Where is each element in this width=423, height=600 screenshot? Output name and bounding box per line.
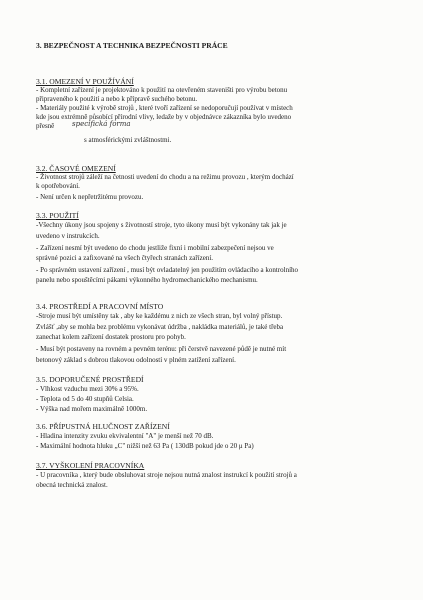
section-heading-3-1: 3.1. OMEZENÍ V POUŽÍVÁNÍ bbox=[36, 77, 134, 86]
paragraph-line: -Stroje musí být umístěny tak , aby ke každému z nich ze všech stran, byl volný přístup. bbox=[36, 312, 283, 320]
paragraph-line: k opotřebování. bbox=[36, 182, 80, 190]
paragraph-line: kde jsou extrémně působící přírodní vlivy, ledaže by v objednávce zákazníka bylo uvedeno bbox=[36, 113, 292, 121]
section-heading-3-4: 3.4. PROSTŘEDÍ A PRACOVNÍ MÍSTO bbox=[36, 302, 164, 311]
paragraph-line: s atmosférickými zvláštnostmi. bbox=[84, 136, 172, 144]
paragraph-line: připraveného k použití a nebo k přípravě suchého betonu. bbox=[36, 95, 198, 103]
paragraph-line: - Není určen k nepřetržitému provozu. bbox=[36, 193, 144, 201]
section-heading-3-3: 3.3. POUŽITÍ bbox=[36, 211, 79, 220]
paragraph-line: správné pozici a zafixované na všech čtyřech stranách zařízení. bbox=[36, 254, 214, 262]
paragraph-line: panelu nebo spouštěcími pákami výkonného hydromechanického mechanismu. bbox=[36, 276, 258, 284]
section-heading-3-2: 3.2. ČASOVÉ OMEZENÍ bbox=[36, 164, 116, 173]
paragraph-line: - U pracovníka , který bude obsluhovat stroje nejsou nutná znalost instrukcí k použití strojů a bbox=[36, 471, 297, 479]
paragraph-line: - Materiály použité k výrobě strojů , které tvoří zařízení se nedoporučují používat v místech bbox=[36, 104, 293, 112]
paragraph-line: - Musí být postaveny na rovném a pevném terénu: při čerstvě navezené půdě je nutné mít bbox=[36, 345, 287, 353]
paragraph-line: - Zařízení nesmí být uvedeno do chodu jestliže fixní i mobilní zabezpečení nejsou ve bbox=[36, 244, 274, 252]
paragraph-line: - Vlhkost vzduchu mezi 30% a 95%. bbox=[36, 385, 139, 393]
paragraph-line: - Po správném ustavení zařízení , musí být ovladatelný jen použitím ovládacího a kontrolního bbox=[36, 266, 299, 274]
paragraph-line: -Všechny úkony jsou spojeny s životností stroje, tyto úkony musí být vykonány tak jak je bbox=[36, 221, 287, 229]
paragraph-line: betonový základ s dobrou tlakovou odolností v plném zatížení zařízení. bbox=[36, 356, 236, 364]
section-heading-3-6: 3.6. PŘÍPUSTNÁ HLUČNOST ZAŘÍZENÍ bbox=[36, 422, 170, 431]
section-heading-3-7: 3.7. VYŠKOLENÍ PRACOVNÍKA bbox=[36, 461, 145, 470]
paragraph-line: zanechat kolem zařízení dostatek prostoru pro pohyb. bbox=[36, 333, 186, 341]
document-title: 3. BEZPEČNOST A TECHNIKA BEZPEČNOSTI PRÁCE bbox=[36, 41, 228, 50]
paragraph-line: obecná technická znalost. bbox=[36, 481, 108, 489]
paragraph-line: - Kompletní zařízení je projektováno k použití na otevřeném staveništi pro výrobu betonu bbox=[36, 86, 288, 94]
paragraph-line: přesně bbox=[36, 122, 55, 130]
paragraph-line: - Teplota od 5 do 40 stupňů Celsia. bbox=[36, 395, 134, 403]
paragraph-line: - Výška nad mořem maximálně 1000m. bbox=[36, 405, 148, 413]
paragraph-line: Zvlášť ,aby se mohla bez problému vykonávat údržba , nakládka materiálů, je také třeba bbox=[36, 323, 284, 331]
paragraph-line: - Hladina intenzity zvuku ekvivalentní "A" je menší než 70 dB. bbox=[36, 432, 214, 440]
handwritten-annotation: specifická forma bbox=[72, 120, 131, 128]
paragraph-line: - Životnost strojů záleží na četnosti uvedení do chodu a na režimu provozu , kterým dochází bbox=[36, 173, 294, 181]
paragraph-line: - Maximální hodnota hluku „C" nižší než 63 Pa ( 130dB pokud jde o 20 μ Pa) bbox=[36, 442, 254, 450]
section-heading-3-5: 3.5. DOPORUČENÉ PROSTŘEDÍ bbox=[36, 375, 144, 384]
paragraph-line: uvedeno v instrukcích. bbox=[36, 232, 100, 240]
